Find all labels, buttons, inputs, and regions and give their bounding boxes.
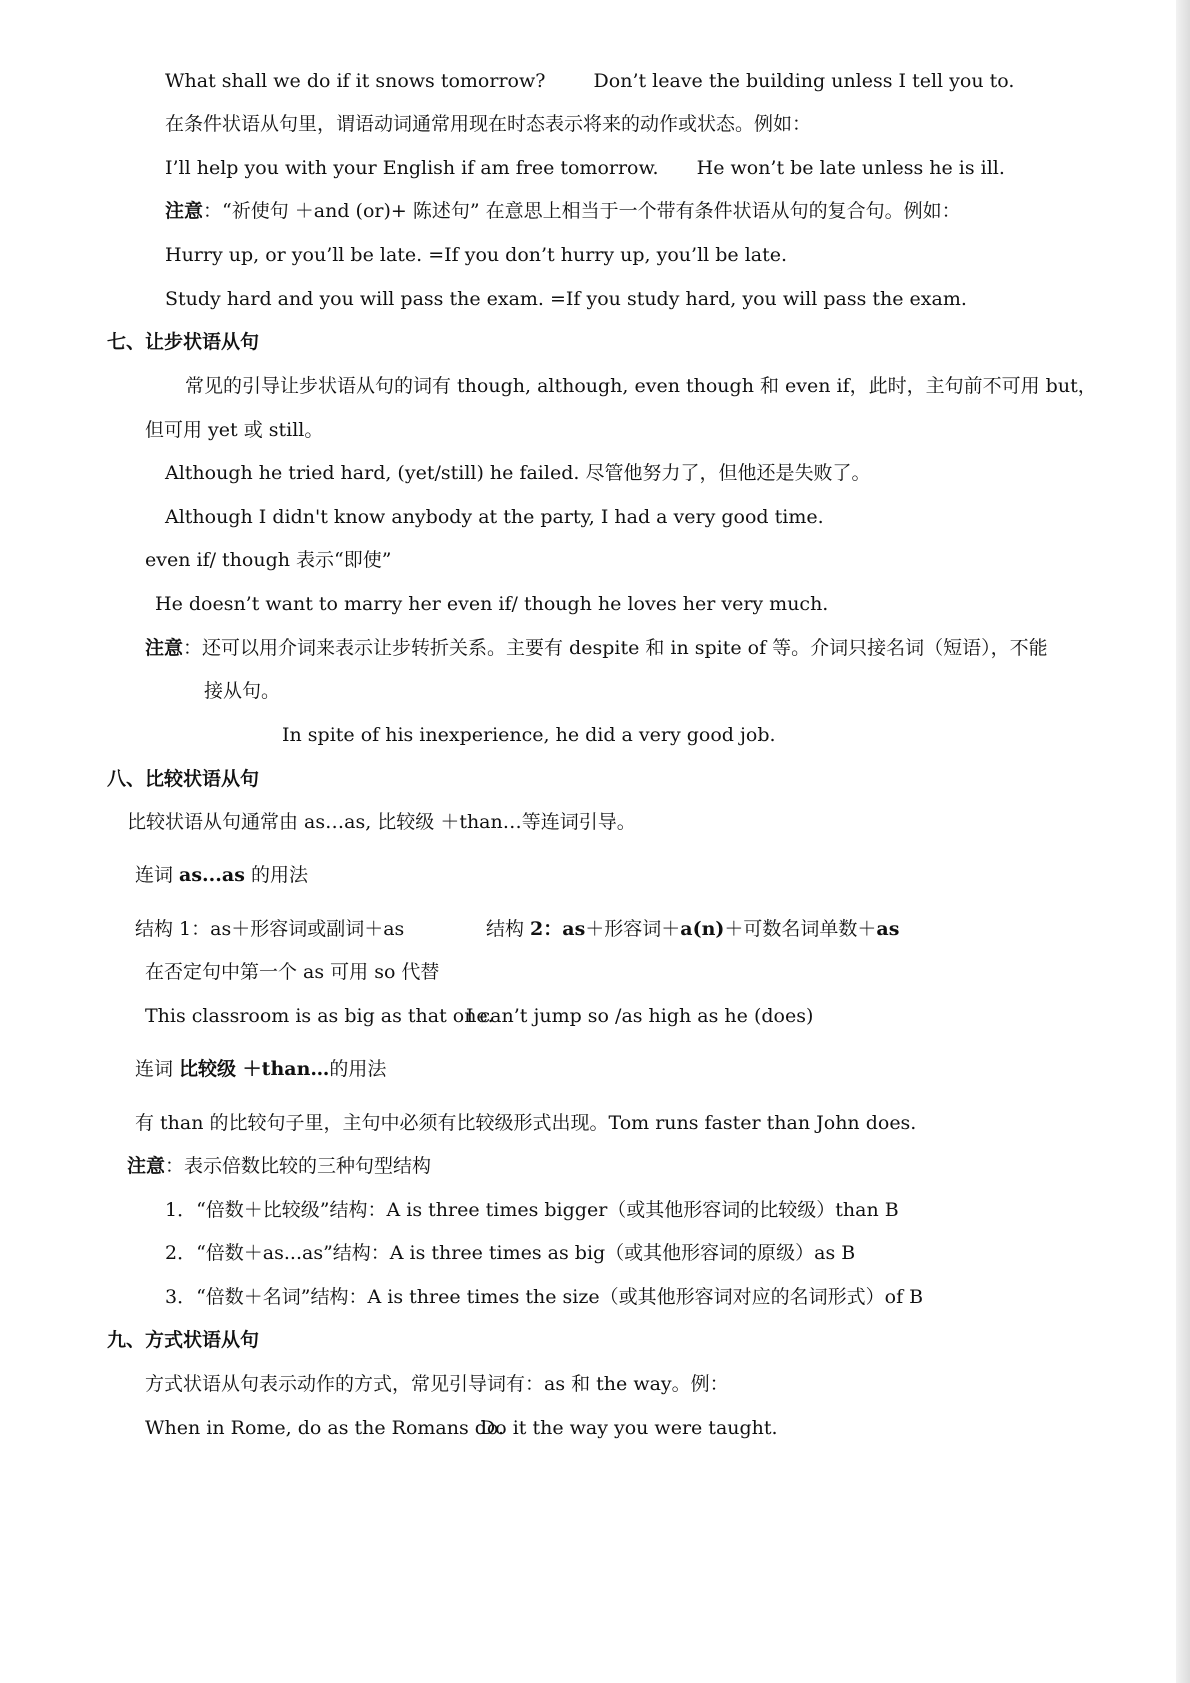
example-line [165, 68, 1014, 94]
list-item: 3．“倍数＋名词”结构：A is three times the size（或其他形容词对应的名词形式）of B [165, 1286, 924, 1308]
structure-1: 结构 1：as＋形容词或副词＋as [135, 918, 405, 940]
explanation-line: 常见的引导让步状语从句的词有 though, although, even though 和 even if，此时，主句前不可用 but， [185, 375, 1097, 397]
structure-line [135, 916, 404, 942]
example-line: He doesn’t want to marry her even if/ though he loves her very much. [155, 593, 829, 615]
example-line [145, 1415, 504, 1441]
subheading-text: 的用法 [244, 864, 308, 886]
structure-2-text: 结构 [486, 918, 531, 940]
note-line [145, 635, 1048, 661]
example-sentence: Don’t leave the building unless I tell you to. [593, 70, 1015, 92]
structure-2-text: ＋可数名词单数＋ [724, 918, 877, 940]
note-line [165, 198, 961, 224]
subheading-line [135, 862, 308, 888]
subheading-keyword: 比较级 ＋than… [179, 1058, 330, 1080]
example-sentence: He won’t be late unless he is ill. [696, 157, 1005, 179]
subheading-text: 连词 [135, 1058, 180, 1080]
structure-line [486, 916, 899, 942]
note-line [127, 1153, 431, 1179]
list-item: 2．“倍数＋as...as”结构：A is three times as big（或其他形容词的原级）as B [165, 1242, 856, 1264]
section-heading-manner: 九、方式状语从句 [107, 1329, 260, 1351]
note-continuation: 接从句。 [204, 680, 281, 702]
note-text: ：“祈使句 ＋and (or)+ 陈述句” 在意思上相当于一个带有条件状语从句的复合句。例如： [203, 200, 961, 222]
example-sentence: What shall we do if it snows tomorrow? [165, 70, 546, 92]
explanation-line: 方式状语从句表示动作的方式，常见引导词有：as 和 the way。例： [145, 1373, 729, 1395]
example-line [466, 1003, 813, 1029]
subheading-keyword: as...as [179, 864, 245, 886]
example-sentence: Do it the way you were taught. [480, 1417, 778, 1439]
example-line [480, 1415, 778, 1441]
section-heading-comparison: 八、比较状语从句 [107, 768, 260, 790]
note-label: 注意 [145, 637, 184, 659]
subheading-text: 连词 [135, 864, 180, 886]
explanation-line: 但可用 yet 或 still。 [145, 419, 324, 441]
structure-2-text: ＋形容词＋ [585, 918, 681, 940]
example-line [165, 155, 1005, 181]
note-label: 注意 [165, 200, 204, 222]
note-label: 注意 [127, 1155, 166, 1177]
explanation-line: 有 than 的比较句子里，主句中必须有比较级形式出现。Tom runs faster than John does. [135, 1112, 917, 1134]
explanation-line: 在条件状语从句里，谓语动词通常用现在时态表示将来的动作或状态。例如： [165, 113, 812, 135]
explanation-line: 比较状语从句通常由 as…as, 比较级 ＋than…等连词引导。 [127, 811, 636, 833]
section-heading-concession: 七、让步状语从句 [107, 331, 260, 353]
subheading-line [135, 1056, 386, 1082]
example-line: In spite of his inexperience, he did a very good job. [282, 724, 776, 746]
explanation-line: even if/ though 表示“即使” [145, 549, 392, 571]
structure-2-keyword: a(n) [680, 918, 725, 940]
example-line [145, 1003, 494, 1029]
example-sentence: I can’t jump so /as high as he (does) [466, 1005, 814, 1027]
example-sentence: When in Rome, do as the Romans do. [145, 1417, 505, 1439]
list-item: 1．“倍数＋比较级”结构：A is three times bigger（或其他形容词的比较级）than B [165, 1199, 899, 1221]
note-text: ：还可以用介词来表示让步转折关系。主要有 despite 和 in spite of 等。介词只接名词（短语），不能 [183, 637, 1048, 659]
example-line: Hurry up, or you’ll be late. =If you don’t hurry up, you’ll be late. [165, 244, 788, 266]
structure-2-keyword: as [876, 918, 900, 940]
example-sentence: I’ll help you with your English if am free tomorrow. [165, 157, 659, 179]
page-edge-shadow [1176, 0, 1190, 1683]
example-line: Although I didn't know anybody at the party, I had a very good time. [165, 506, 824, 528]
structure-2-keyword: 2：as [530, 918, 586, 940]
subheading-text: 的用法 [329, 1058, 387, 1080]
note-text: ：表示倍数比较的三种句型结构 [165, 1155, 432, 1177]
explanation-line: 在否定句中第一个 as 可用 so 代替 [145, 961, 440, 983]
example-sentence: This classroom is as big as that one. [145, 1005, 494, 1027]
example-line: Study hard and you will pass the exam. =If you study hard, you will pass the exam. [165, 288, 967, 310]
example-line: Although he tried hard, (yet/still) he failed. 尽管他努力了，但他还是失败了。 [165, 462, 871, 484]
